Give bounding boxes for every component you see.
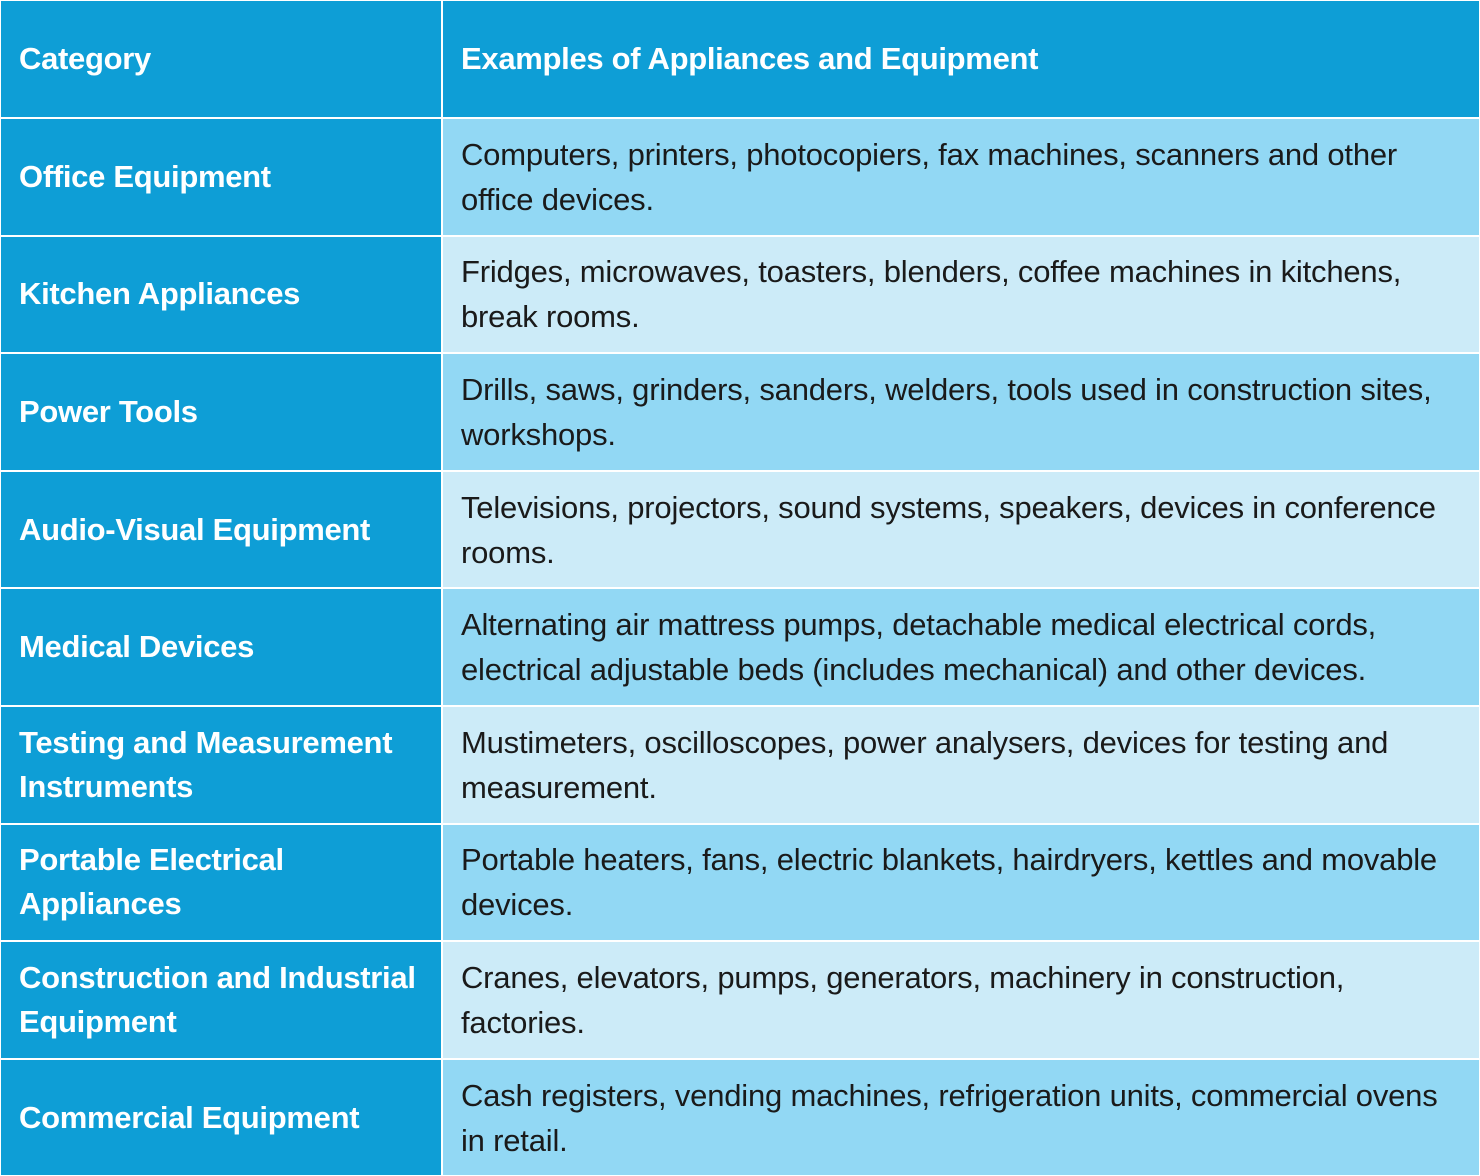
category-cell bbox=[1, 119, 441, 235]
category-label: Commercial Equipment bbox=[19, 1099, 360, 1135]
examples-cell bbox=[443, 1060, 1479, 1176]
category-cell bbox=[1, 707, 441, 823]
category-cell bbox=[1, 472, 441, 588]
header-examples bbox=[443, 1, 1479, 117]
category-label: Power Tools bbox=[19, 393, 198, 429]
examples-cell bbox=[443, 707, 1479, 823]
category-cell bbox=[1, 589, 441, 705]
examples-text: Portable heaters, fans, electric blankets, hairdryers, kettles and movable devices. bbox=[461, 842, 1437, 923]
header-category-label: Category bbox=[19, 41, 151, 76]
examples-cell bbox=[443, 119, 1479, 235]
category-label: Portable Electrical Appliances bbox=[19, 842, 284, 922]
examples-text: Fridges, microwaves, toasters, blenders, coffee machines in kitchens, break rooms. bbox=[461, 254, 1402, 335]
category-cell bbox=[1, 354, 441, 470]
examples-text: Drills, saws, grinders, sanders, welders, tools used in construction sites, workshops. bbox=[461, 371, 1432, 452]
examples-cell bbox=[443, 237, 1479, 353]
header-examples-label: Examples of Appliances and Equipment bbox=[461, 41, 1039, 76]
examples-text: Computers, printers, photocopiers, fax machines, scanners and other office devices. bbox=[461, 136, 1398, 217]
category-label: Medical Devices bbox=[19, 629, 255, 665]
category-label: Audio-Visual Equipment bbox=[19, 511, 371, 547]
category-label: Kitchen Appliances bbox=[19, 276, 301, 312]
category-label: Office Equipment bbox=[19, 158, 271, 194]
category-label: Testing and Measurement Instruments bbox=[19, 724, 393, 804]
examples-cell bbox=[443, 942, 1479, 1058]
category-cell bbox=[1, 942, 441, 1058]
examples-cell bbox=[443, 825, 1479, 941]
category-cell bbox=[1, 825, 441, 941]
examples-text: Alternating air mattress pumps, detachable medical electrical cords, electrical adjustable beds (includes mechanical) and other devices. bbox=[461, 607, 1377, 688]
header-category bbox=[1, 1, 441, 117]
examples-text: Televisions, projectors, sound systems, speakers, devices in conference rooms. bbox=[461, 489, 1436, 570]
examples-text: Cash registers, vending machines, refrigeration units, commercial ovens in retail. bbox=[461, 1077, 1438, 1158]
examples-text: Mustimeters, oscilloscopes, power analysers, devices for testing and measurement. bbox=[461, 724, 1389, 805]
category-cell bbox=[1, 1060, 441, 1176]
category-label: Construction and Industrial Equipment bbox=[19, 959, 416, 1039]
category-cell bbox=[1, 237, 441, 353]
examples-text: Cranes, elevators, pumps, generators, machinery in construction, factories. bbox=[461, 959, 1345, 1040]
examples-cell bbox=[443, 354, 1479, 470]
examples-cell bbox=[443, 472, 1479, 588]
examples-cell bbox=[443, 589, 1479, 705]
